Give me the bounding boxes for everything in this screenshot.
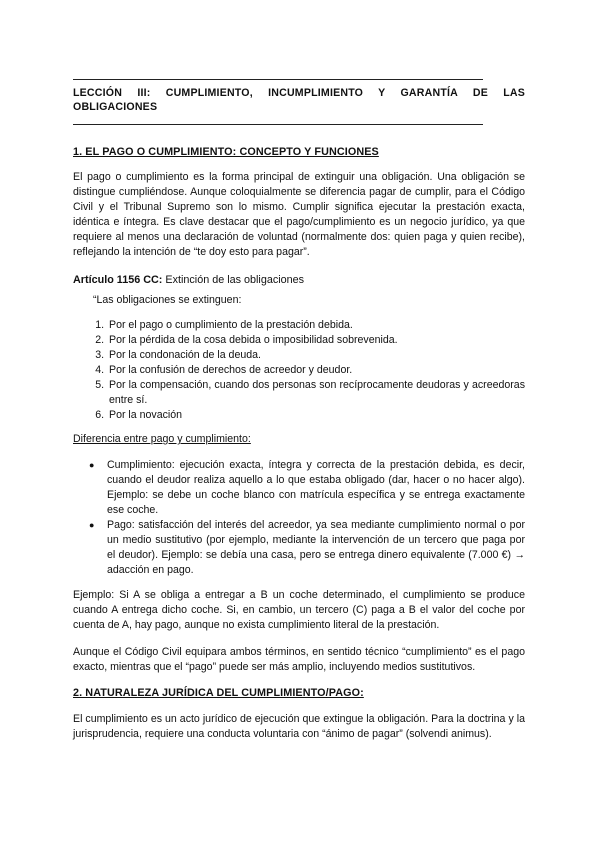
section-1-heading: 1. EL PAGO O CUMPLIMIENTO: CONCEPTO Y FUNCIONES [73, 146, 379, 158]
list-item: 5. Por la compensación, cuando dos personas son recíprocamente deudoras y acreedoras entre sí. [107, 378, 525, 408]
section-1-intro: El pago o cumplimiento es la forma principal de extinguir una obligación. Una obligación se distingue cumpliéndose. Aunque coloquialmente se diferencia pagar de cumplir, para el Código Civil y el Tribunal Supremo son lo mismo. Cumplir significa ejecutar la prestación exacta, idéntica e íntegra. Es clave destacar que el pago/cumplimiento es un negocio jurídico, ya que requiere al menos una declaración de voluntad (normalmente dos: quien paga y quien recibe), reflejando la intención de “te doy esto para pagar”. [73, 171, 525, 258]
difference-text: Cumplimiento: ejecución exacta, íntegra y correcta de la prestación debida, es decir, cuando el deudor realiza aquello a lo que estaba obligado (dar, hacer o no hacer algo). Ejemplo: se debe un coche blanco con matrícula específica y se entrega exactamente ese coche. [107, 459, 525, 516]
difference-list [73, 458, 525, 578]
list-item: 3. Por la condonación de la deuda. [107, 348, 525, 363]
list-item: 6. Por la novación [107, 408, 525, 423]
bullet-icon: ● [89, 460, 95, 470]
title-bottom-rule [73, 124, 483, 125]
bullet-icon: ● [89, 520, 95, 530]
list-item: 2. Por la pérdida de la cosa debida o imposibilidad sobrevenida. [107, 333, 525, 348]
list-item: 1. Por el pago o cumplimiento de la prestación debida. [107, 318, 525, 333]
extinction-causes-list [73, 318, 525, 423]
article-heading [73, 274, 304, 286]
example-paragraph: Ejemplo: Si A se obliga a entregar a B un coche determinado, el cumplimiento se produce cuando A entrega dicho coche. Si, en cambio, un tercero (C) paga a B el valor del coche por cuenta de A, hay pago, aunque no exista cumplimiento literal de la prestación. [73, 589, 525, 631]
difference-title: Diferencia entre pago y cumplimiento: [73, 433, 251, 445]
section-2-intro: El cumplimiento es un acto jurídico de ejecución que extingue la obligación. Para la doctrina y la jurisprudencia, requiere una conducta voluntaria con “ánimo de pagar” (solvendi animus). [73, 713, 525, 740]
article-title: Extinción de las obligaciones [165, 274, 305, 286]
section-2-heading: 2. NATURALEZA JURÍDICA DEL CUMPLIMIENTO/PAGO: [73, 687, 364, 699]
article-quote-intro: “Las obligaciones se extinguen: [93, 294, 242, 306]
list-item [89, 518, 525, 578]
list-item [89, 458, 525, 518]
list-item: 4. Por la confusión de derechos de acreedor y deudor. [107, 363, 525, 378]
top-rule [73, 79, 483, 80]
closing-paragraph: Aunque el Código Civil equipara ambos términos, en sentido técnico “cumplimiento” es el pago exacto, mientras que el “pago” puede ser más amplio, incluyendo medios sustitutivos. [73, 646, 525, 673]
article-label: Artículo 1156 CC: [73, 274, 163, 286]
lesson-title: LECCIÓN III: CUMPLIMIENTO, INCUMPLIMIENTO Y GARANTÍA DE LAS OBLIGACIONES [73, 87, 525, 113]
difference-text: Pago: satisfacción del interés del acreedor, ya sea mediante cumplimiento normal o por un medio sustitutivo (por ejemplo, mediante la intervención de un tercero que paga por el deudor). Ejemplo: se debía una casa, pero se entrega dinero equivalente (7.000 €) → adacción en pago. [107, 519, 525, 576]
